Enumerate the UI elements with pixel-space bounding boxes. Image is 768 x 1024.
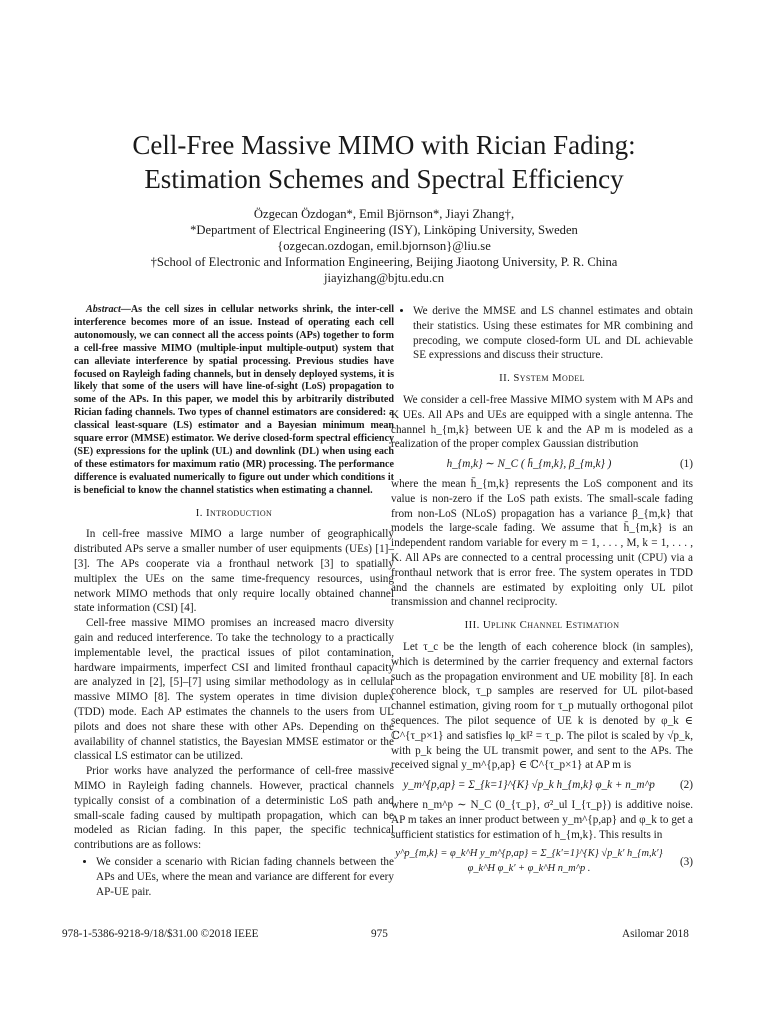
footer-venue: Asilomar 2018 bbox=[622, 928, 689, 940]
section-title: Introduction bbox=[206, 506, 273, 519]
equation-number: (3) bbox=[679, 855, 693, 868]
section-title: System Model bbox=[513, 372, 585, 385]
equation-2 bbox=[391, 778, 693, 793]
contributions-list bbox=[74, 855, 394, 899]
section-number: I. bbox=[195, 506, 203, 519]
author-names: Özgecan Özdogan*, Emil Björnson*, Jiayi Zhang†, bbox=[253, 207, 515, 221]
estimation-paragraph-1: Let τ_c be the length of each coherence block (in samples), which is determined by the carrier frequency and external factors such as the propagation environment and UE mobility [8]. In each coherence block, τ_p samples are reserved for UL pilot-based channel estimation, giving room for τ_p mutually orthogonal pilot sequences. The pilot sequence of UE k is denoted by φ_k ∈ ℂ^{τ_p×1} and satisfies ‖φ_k‖² = τ_p. The pilot is scaled by √p_k, with p_k being the UL transmit power, and sent to the APs. The received signal y_m^{p,ap} ∈ ℂ^{τ_p×1} at AP m is bbox=[391, 640, 693, 772]
affiliation-1: *Department of Electrical Engineering (ISY), Linköping University, Sweden bbox=[190, 223, 578, 237]
intro-paragraph-1: In cell-free massive MIMO a large number of geographically distributed APs serve a smaller number of user equipments (UEs) [1]–[3]. The APs cooperate via a fronthaul network [3] to spatially multiplex the UEs on the same time-frequency resources, using network MIMO methods that only require locally obtained channel state information (CSI) [4]. bbox=[74, 528, 394, 615]
list-item: • We derive the MMSE and LS channel estimates and obtain their statistics. Using these estimates for MR combining and precoding, we compute closed-form UL and DL achievable SE expressions and discuss their structure. bbox=[413, 304, 693, 363]
abstract bbox=[74, 304, 394, 498]
model-paragraph-2: where the mean h̄_{m,k} represents the LoS component and its value is non-zero if the LoS path exists. The small-scale fading from non-LoS (NLoS) propagation has a variance β_{m,k} that models the large-scale fading. We assume that h̄_{m,k} is an independent random variable for every m = 1, . . . , M, k = 1, . . . , K. All APs are connected to a central processing unit (CPU) via a fronthaul network that is error free. The system operates in TDD and the channels are estimated by exploiting only UL pilot transmission and channel reciprocity. bbox=[391, 477, 693, 609]
right-column bbox=[391, 304, 693, 882]
left-column bbox=[74, 304, 394, 899]
email-1: {ozgecan.ozdogan, emil.bjornson}@liu.se bbox=[277, 239, 491, 253]
estimation-paragraph-2: where n_m^p ∼ N_C (0_{τ_p}, σ²_ul I_{τ_p}) is additive noise. AP m takes an inner product between y_m^{p,ap} and φ_k to get a sufficient statistics for estimation of h_{m,k}. This results in bbox=[391, 798, 693, 841]
footer-page-number: 975 bbox=[371, 928, 388, 940]
contributions-list-continued bbox=[391, 304, 693, 363]
author-block bbox=[60, 206, 708, 286]
title-line-1: Cell-Free Massive MIMO with Rician Fading: bbox=[132, 130, 636, 160]
equation-1 bbox=[391, 457, 693, 472]
section-heading-uplink-estimation bbox=[391, 618, 693, 633]
affiliation-2: †School of Electronic and Information Engineering, Beijing Jiaotong University, P. R. China bbox=[150, 255, 618, 269]
equation-3 bbox=[391, 847, 693, 877]
list-item: • We consider a scenario with Rician fading channels between the APs and UEs, where the mean and variance are different for every AP-UE pair. bbox=[96, 855, 394, 899]
footer-copyright: 978-1-5386-9218-9/18/$31.00 ©2018 IEEE bbox=[62, 928, 259, 940]
intro-paragraph-2: Cell-free massive MIMO promises an increased macro diversity gain and reduced interference. To take the technology to a practically implementable level, the practical issues of pilot contamination, hardware impairments, imperfect CSI and limited fronthaul capacity are analyzed in [2], [5]–[7] using similar methodology as in cellular massive MIMO [8]. The system operates in time division duplex (TDD) mode. Each AP estimates the channels to the users from UL pilots and does not share these with other APs. Depending on the availability of channel statistics, the Bayesian MMSE estimator or the classical LS estimator can be utilized. bbox=[74, 617, 394, 763]
equation-expression: y_m^{p,ap} = Σ_{k=1}^{K} √p_k h_{m,k} φ_k + n_m^p bbox=[403, 779, 655, 792]
model-paragraph-1: We consider a cell-free Massive MIMO system with M APs and K UEs. All APs and UEs are equipped with a single antenna. The channel h_{m,k} between UE k and the AP m is modeled as a realization of the proper complex Gaussian distribution bbox=[391, 393, 693, 451]
email-2: jiayizhang@bjtu.edu.cn bbox=[323, 271, 444, 285]
equation-expression: y^p_{m,k} = φ_k^H y_m^{p,ap} = Σ_{k′=1}^{K} √p_k′ h_{m,k′} φ_k^H φ_k′ + φ_k^H n_m^p . bbox=[395, 848, 663, 875]
section-title: Uplink Channel Estimation bbox=[482, 619, 620, 632]
section-heading-system-model bbox=[391, 371, 693, 386]
abstract-text: —As the cell sizes in cellular networks shrink, the inter-cell interference becomes more of an issue. Instead of operating each cell autonomously, we can connect all the access points (APs) together to form a cell-free massive MIMO (multiple-input multiple-output) system that can alleviate interference by spatial processing. Previous studies have focused on Rayleigh fading channels, but in densely deployed systems, it is likely that some of the users will have line-of-sight (LoS) propagation to some of the APs. In this paper, we model this by arbitrarily distributed Rician fading channels. Two types of channel estimators are considered: a classical least-square (LS) estimator and a Bayesian minimum mean square error (MMSE) estimator. We derive closed-form spectral efficiency (SE) expressions for the uplink (UL) and downlink (DL) when using each of these estimators for maximum ratio (MR) processing. The performance difference is evaluated numerically to figure out under which conditions it is beneficial to know the channel statistics when estimating a channel. bbox=[74, 304, 394, 496]
equation-expression: h_{m,k} ∼ N_C ( h̄_{m,k}, β_{m,k} ) bbox=[446, 458, 612, 471]
equation-number: (1) bbox=[679, 458, 693, 471]
intro-paragraph-3: Prior works have analyzed the performance of cell-free massive MIMO in Rayleigh fading channels. However, practical channels typically consist of a combination of a deterministic LoS path and small-scale fading caused by multipath propagation, which can be modeled as Rician fading. In this paper, the specific technical contributions are as follows: bbox=[74, 765, 394, 852]
section-heading-introduction bbox=[74, 506, 394, 521]
section-number: II. bbox=[499, 372, 511, 385]
section-number: III. bbox=[464, 619, 480, 632]
title-line-2: Estimation Schemes and Spectral Efficiency bbox=[144, 164, 624, 194]
equation-number: (2) bbox=[679, 779, 693, 792]
abstract-lead: Abstract bbox=[86, 304, 121, 315]
paper-title bbox=[40, 128, 728, 196]
